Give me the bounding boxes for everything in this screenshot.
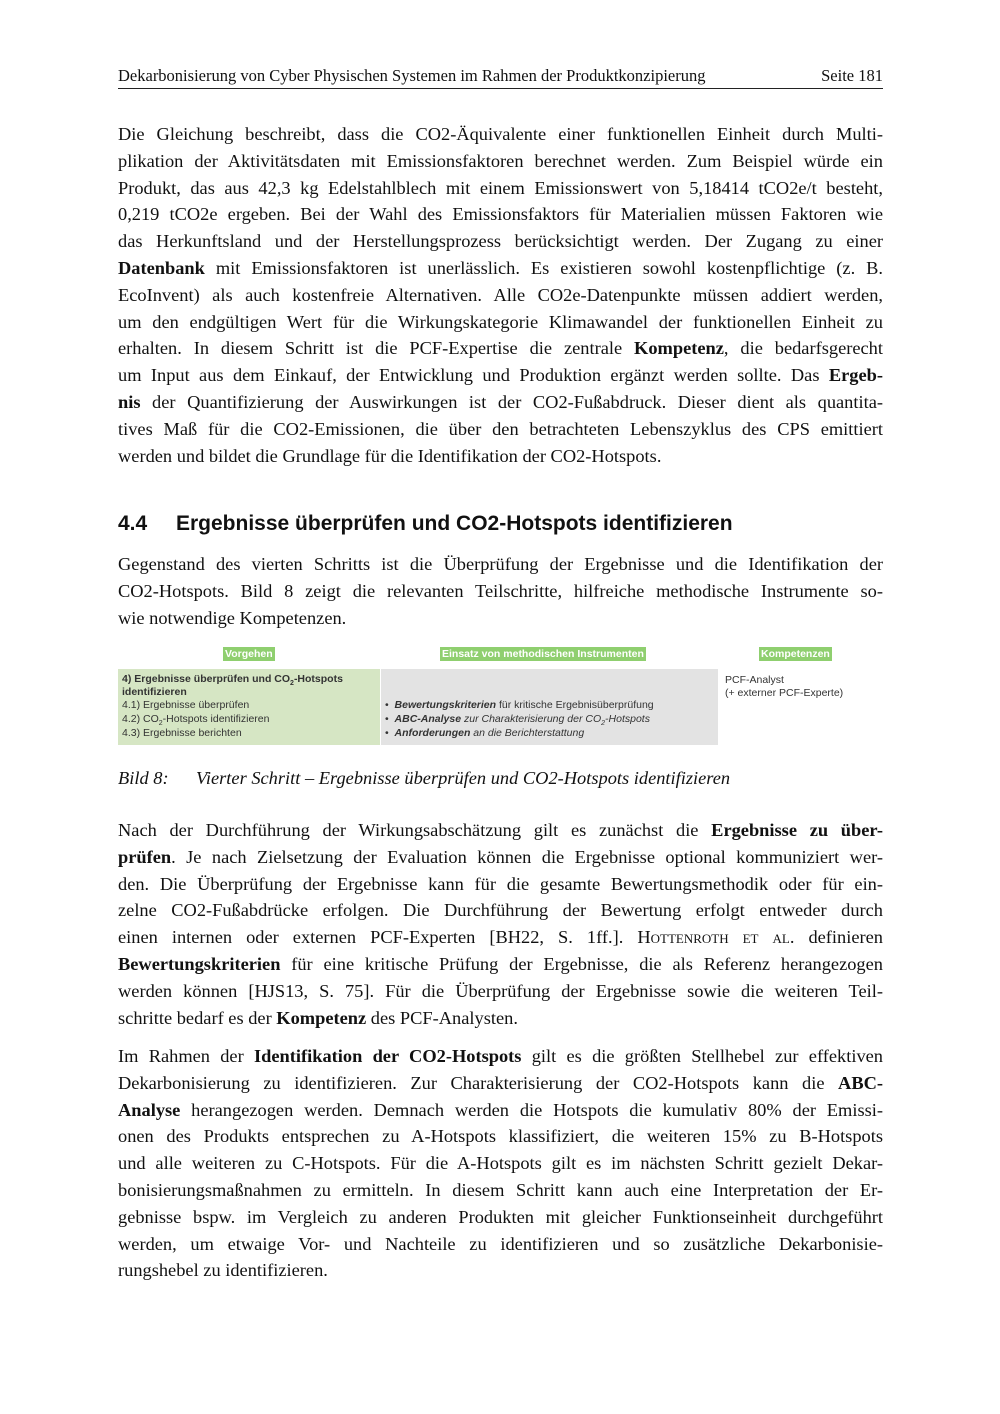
bold-term: ABC-: [838, 1072, 883, 1093]
text-line: rungshebel zu identifizieren.: [118, 1260, 328, 1281]
text-line: 0,219 tCO2e ergeben. Bei der Wahl des Emissionsfaktors für Materialien müssen Faktoren wie: [118, 204, 883, 225]
text-line: schritte bedarf es der Kompetenz des PCF-Analysten.: [118, 1007, 518, 1028]
text-line: prüfen. Je nach Zielsetzung der Evaluation können die Ergebnisse optional kommuniziert wer-: [118, 846, 883, 867]
text-line: wie notwendige Kompetenzen.: [118, 607, 347, 628]
text-line: gebnisse bspw. im Vergleich zu anderen Produkten mit gleicher Funktionseinheit durchgeführt: [118, 1206, 883, 1227]
paragraph-4: [118, 1043, 883, 1284]
bold-term: nis: [118, 391, 141, 412]
figure-header-instrumente: Einsatz von methodischen Instrumenten: [442, 648, 644, 660]
figure-column-kompetenzen: [721, 669, 883, 745]
text-line: einen internen oder externen PCF-Experten [BH22, S. 1ff.]. Hottenroth et al. definieren: [118, 927, 883, 948]
text-line: zelne CO2-Fußabdrücke erfolgen. Die Durchführung der Bewertung erfolgt entweder durch: [118, 900, 883, 921]
text-line: Bewertungskriterien für eine kritische Prüfung der Ergebnisse, die als Referenz herangezogen: [118, 953, 883, 974]
text-line: tives Maß für die CO2-Emissionen, die über den betrachteten Lebenszyklus des CPS emittiert: [118, 418, 883, 439]
text-line: das Herkunftsland und der Herstellungsprozess berücksichtigt werden. Der Zugang zu einer: [118, 231, 883, 252]
bold-term: Ergeb-: [828, 365, 883, 386]
figure-competence-2: (+ externer PCF-Experte): [725, 687, 844, 699]
figure-8: [118, 645, 883, 747]
text-line: bonisierungsmaßnahmen zu ermitteln. In diesem Schritt kann auch eine Interpretation der Er-: [118, 1179, 883, 1200]
paragraph-1: [118, 121, 883, 469]
author-name: Hottenroth et al.: [637, 927, 795, 948]
figure-caption: [118, 765, 730, 791]
text-line: nis der Quantifizierung der Auswirkungen ist der CO2-Fußabdruck. Dieser dient als quantita-: [118, 391, 883, 412]
bold-term: Datenbank: [118, 257, 205, 278]
text-line: erhalten. In diesem Schritt ist die PCF-Expertise die zentrale Kompetenz, die bedarfsgerecht: [118, 338, 883, 359]
text-line: CO2-Hotspots. Bild 8 zeigt die relevanten Teilschritte, hilfreiche methodische Instrumente so-: [118, 580, 883, 601]
text-line: Analyse herangezogen werden. Demnach werden die Hotspots die kumulativ 80% der Emissi-: [118, 1099, 883, 1120]
section-title: Ergebnisse überprüfen und CO2-Hotspots identifizieren: [176, 512, 733, 535]
bold-term: Bewertungskriterien: [118, 953, 281, 974]
text-line: Die Gleichung beschreibt, dass die CO2-Äquivalente einer funktionellen Einheit durch Multi-: [118, 124, 883, 144]
text-line: werden und bildet die Grundlage für die Identifikation der CO2-Hotspots.: [118, 445, 662, 466]
figure-header-kompetenzen: Kompetenzen: [761, 648, 830, 660]
text-line: EcoInvent) als auch kostenfreie Alternativen. Alle CO2e-Datenpunkte müssen addiert werden,: [118, 284, 883, 305]
text-line: Gegenstand des vierten Schritts ist die Überprüfung der Ergebnisse und die Identifikation der: [118, 554, 883, 574]
figure-substep-1: 4.1) Ergebnisse überprüfen: [122, 699, 250, 711]
text-line: Nach der Durchführung der Wirkungsabschätzung gilt es zunächst die Ergebnisse zu über-: [118, 820, 883, 840]
figure-step-title: 4) Ergebnisse überprüfen und $CO_2$-Hotspots: [122, 673, 343, 688]
header-title: Dekarbonisierung von Cyber Physischen Systemen im Rahmen der Produktkonzipierung: [118, 66, 706, 85]
text-line: den. Die Überprüfung der Ergebnisse kann für die gesamte Bewertungsmethodik oder für ein-: [118, 873, 883, 894]
figure-tool-3: • Anforderungen an die Berichterstattung: [385, 727, 585, 739]
figure-step-title-cont: identifizieren: [122, 686, 187, 698]
figure-tool-2: • ABC-Analyse zur Charakterisierung der $CO_2$-Hotspots: [385, 713, 650, 728]
text-line: und alle weiteren zu C-Hotspots. Für die A-Hotspots gilt es im nächsten Schritt gezielt Dekar-: [118, 1153, 883, 1174]
text-line: um Input aus dem Einkauf, der Entwicklung und Produktion ergänzt werden sollte. Das Ergeb-: [118, 365, 883, 386]
figure-substep-3: 4.3) Ergebnisse berichten: [122, 727, 242, 739]
figure-competence-1: PCF-Analyst: [725, 674, 784, 686]
page-number: Seite 181: [821, 66, 883, 85]
caption-text: Vierter Schritt – Ergebnisse überprüfen und CO2-Hotspots identifizieren: [196, 768, 731, 788]
figure-column-vorgehen: [118, 669, 380, 745]
text-line: onen des Produkts entsprechen zu A-Hotspots klassifiziert, die weiteren 15% zu B-Hotspots: [118, 1126, 883, 1147]
figure-column-instrumente: [381, 669, 718, 745]
section-number: 4.4: [118, 512, 148, 535]
text-line: Im Rahmen der Identifikation der CO2-Hotspots gilt es die größten Stellhebel zur effektiven: [118, 1046, 883, 1066]
text-line: plikation der Aktivitätsdaten mit Emissionsfaktoren berechnet werden. Zum Beispiel würde ein: [118, 150, 883, 171]
bold-term: Kompetenz: [634, 338, 724, 359]
bold-term: prüfen: [118, 846, 172, 867]
text-line: Dekarbonisierung zu identifizieren. Zur Charakterisierung der CO2-Hotspots kann die ABC-: [118, 1072, 883, 1093]
section-heading: [118, 510, 733, 538]
bold-term: Analyse: [118, 1099, 181, 1120]
running-header: [118, 66, 883, 89]
figure-header-vorgehen: Vorgehen: [225, 648, 273, 660]
figure-substep-2: 4.2) $CO_2$-Hotspots identifizieren: [122, 713, 270, 728]
text-line: um den endgültigen Wert für die Wirkungskategorie Klimawandel der funktionellen Einheit zu: [118, 311, 883, 332]
bold-term: Ergebnisse zu über-: [711, 820, 883, 840]
caption-label: Bild 8:: [118, 768, 169, 788]
text-line: Datenbank mit Emissionsfaktoren ist unerlässlich. Es existieren sowohl kostenpflichtige (z. B.: [118, 257, 883, 278]
figure-tool-1: • Bewertungskriterien für kritische Ergebnisüberprüfung: [385, 699, 654, 711]
text-line: Produkt, das aus 42,3 kg Edelstahlblech mit einem Emissionswert von 5,18414 tCO2e/t besteht,: [118, 177, 883, 198]
paragraph-3: [118, 817, 883, 1031]
text-line: werden, um etwaige Vor- und Nachteile zu identifizieren und so zusätzliche Dekarbonisie-: [118, 1233, 883, 1254]
paragraph-2: [118, 551, 883, 631]
bold-term: Identifikation der CO2-Hotspots: [253, 1046, 522, 1066]
text-line: werden können [HJS13, S. 75]. Für die Überprüfung der Ergebnisse sowie die weiteren Teil-: [118, 980, 883, 1001]
bold-term: Kompetenz: [276, 1007, 367, 1028]
